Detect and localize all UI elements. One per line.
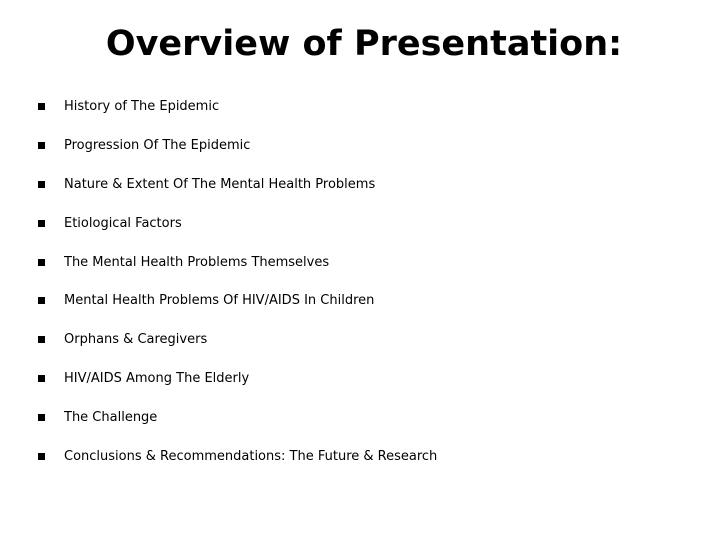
list-item [0, 166, 728, 205]
list-item [0, 88, 728, 127]
bullet-text: Mental Health Problems Of HIV/AIDS In Children [64, 293, 375, 309]
list-item [0, 321, 728, 360]
bullet-text: Etiological Factors [64, 215, 182, 231]
square-bullet-icon [38, 181, 45, 188]
list-item [0, 398, 728, 437]
list-item [0, 127, 728, 166]
square-bullet-icon [38, 336, 45, 343]
bullet-text: Conclusions & Recommendations: The Future & Research [64, 448, 438, 464]
bullet-text: The Mental Health Problems Themselves [64, 254, 330, 270]
bullet-text: The Challenge [64, 409, 158, 425]
square-bullet-icon [38, 220, 45, 227]
bullet-text: HIV/AIDS Among The Elderly [64, 370, 250, 386]
square-bullet-icon [38, 142, 45, 149]
bullet-text: Progression Of The Epidemic [64, 138, 251, 154]
bullet-list [0, 88, 728, 476]
square-bullet-icon [38, 103, 45, 110]
list-item [0, 243, 728, 282]
list-item [0, 437, 728, 476]
list-item [0, 360, 728, 399]
bullet-text: Orphans & Caregivers [64, 332, 208, 348]
square-bullet-icon [38, 453, 45, 460]
square-bullet-icon [38, 375, 45, 382]
square-bullet-icon [38, 414, 45, 421]
bullet-text: Nature & Extent Of The Mental Health Problems [64, 176, 376, 192]
bullet-text: History of The Epidemic [64, 99, 220, 115]
square-bullet-icon [38, 259, 45, 266]
list-item [0, 282, 728, 321]
list-item [0, 204, 728, 243]
slide-title: Overview of Presentation: [105, 24, 623, 64]
square-bullet-icon [38, 297, 45, 304]
